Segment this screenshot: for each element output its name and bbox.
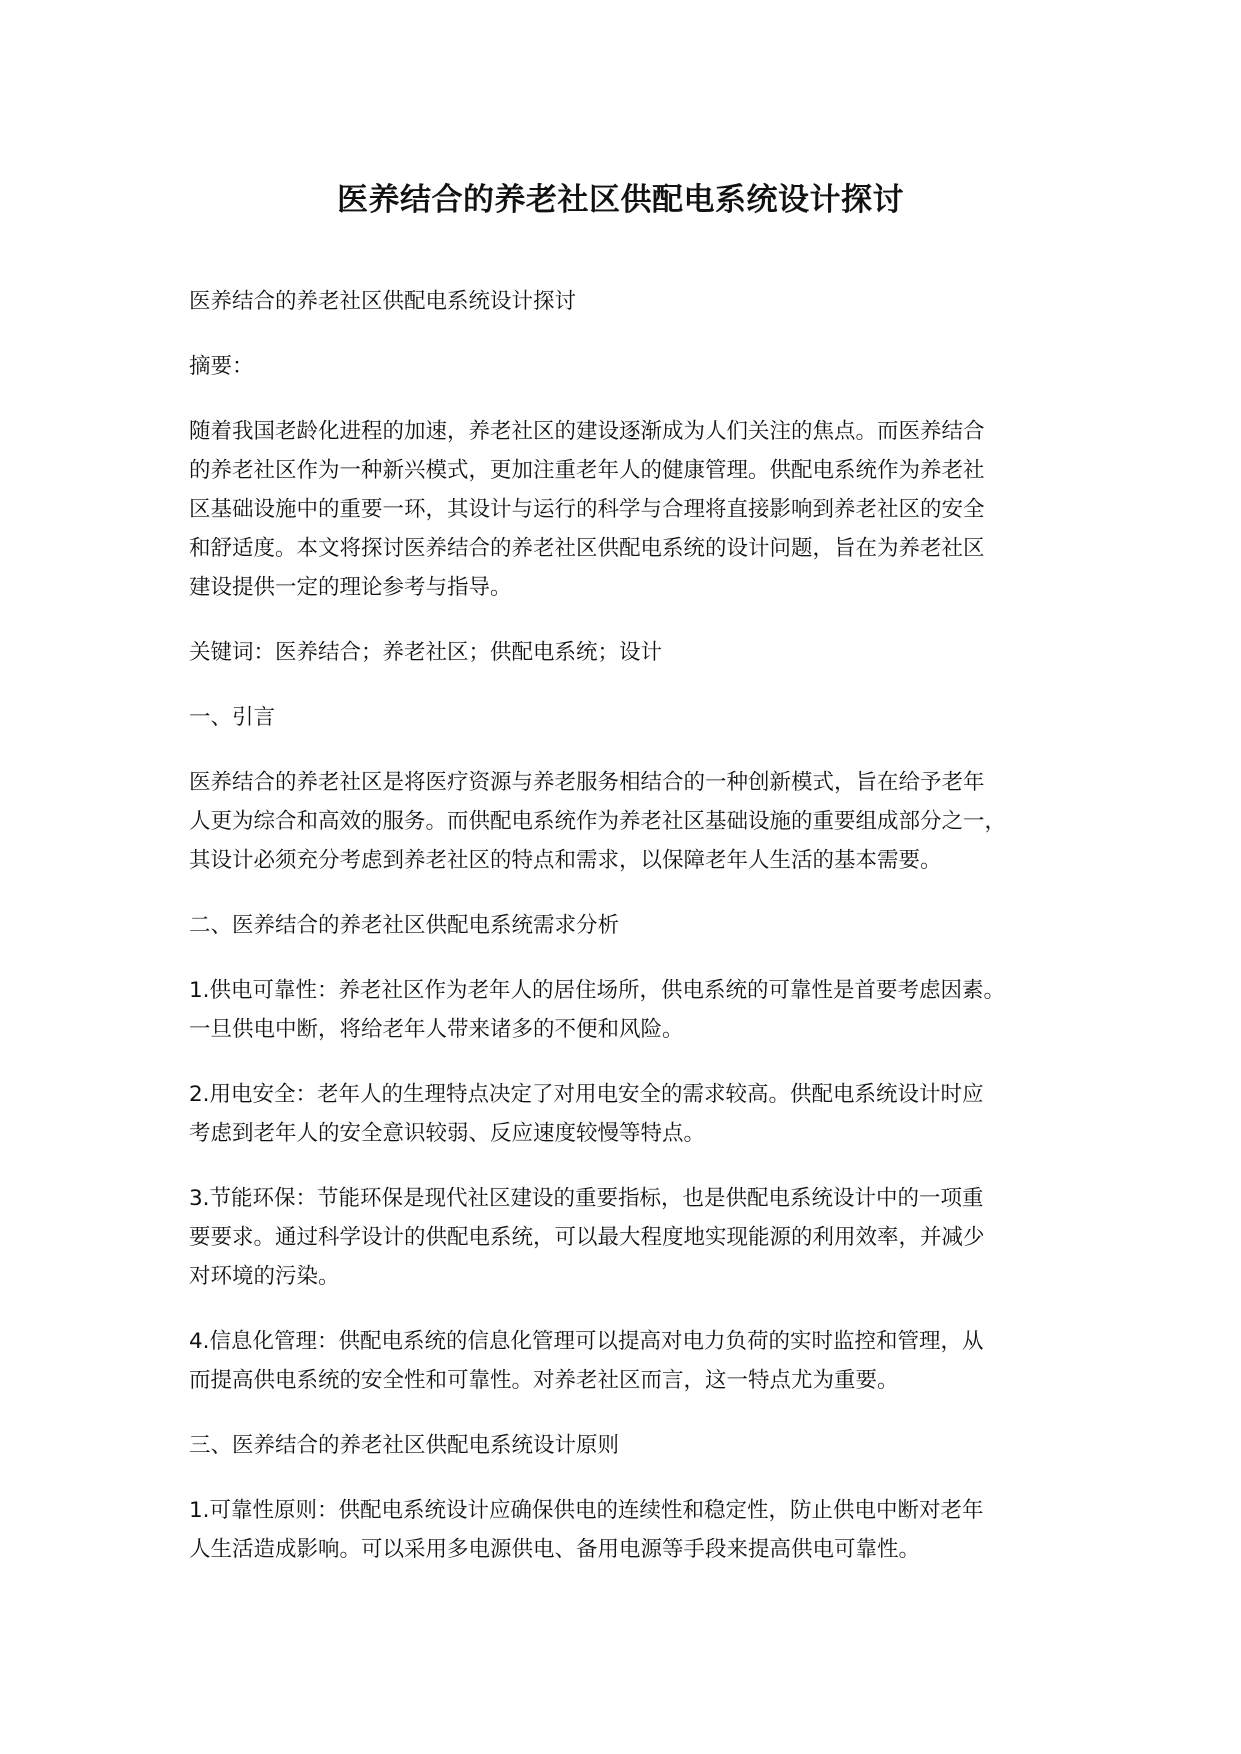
text-line: 人生活造成影响。可以采用多电源供电、备用电源等手段来提高供电可靠性。 (189, 1537, 921, 1562)
paragraph (189, 698, 1089, 737)
text-line: 而提高供电系统的安全性和可靠性。对养老社区而言，这一特点尤为重要。 (189, 1368, 899, 1393)
text-line: 2.用电安全：老年人的生理特点决定了对用电安全的需求较高。供配电系统设计时应 (189, 1082, 984, 1107)
document-title: 医养结合的养老社区供配电系统设计探讨 (337, 182, 904, 218)
text-line: 其设计必须充分考虑到养老社区的特点和需求，以保障老年人生活的基本需要。 (189, 848, 942, 873)
document-body (189, 282, 1089, 1595)
paragraph (189, 1491, 1089, 1569)
text-line: 考虑到老年人的安全意识较弱、反应速度较慢等特点。 (189, 1121, 706, 1146)
text-line: 要要求。通过科学设计的供配电系统，可以最大程度地实现能源的利用效率，并减少 (189, 1225, 985, 1250)
text-line: 4.信息化管理：供配电系统的信息化管理可以提高对电力负荷的实时监控和管理，从 (189, 1329, 984, 1354)
paragraph (189, 1075, 1089, 1153)
paragraph (189, 906, 1089, 945)
text-line: 医养结合的养老社区供配电系统设计探讨 (189, 289, 577, 314)
text-line: 区基础设施中的重要一环，其设计与运行的科学与合理将直接影响到养老社区的安全 (189, 497, 985, 522)
text-line: 二、医养结合的养老社区供配电系统需求分析 (189, 913, 620, 938)
text-line: 一、引言 (189, 705, 276, 730)
paragraph (189, 633, 1089, 672)
text-line: 一旦供电中断，将给老年人带来诸多的不便和风险。 (189, 1017, 684, 1042)
text-line: 建设提供一定的理论参考与指导。 (189, 575, 512, 600)
paragraph (189, 763, 1089, 880)
paragraph (189, 1426, 1089, 1465)
text-line: 人更为综合和高效的服务。而供配电系统作为养老社区基础设施的重要组成部分之一， (189, 809, 1007, 834)
text-line: 3.节能环保：节能环保是现代社区建设的重要指标，也是供配电系统设计中的一项重 (189, 1186, 984, 1211)
text-line: 随着我国老龄化进程的加速，养老社区的建设逐渐成为人们关注的焦点。而医养结合 (189, 419, 985, 444)
paragraph (189, 412, 1089, 607)
text-line: 三、医养结合的养老社区供配电系统设计原则 (189, 1433, 620, 1458)
text-line: 摘要： (189, 354, 254, 379)
text-line: 对环境的污染。 (189, 1264, 340, 1289)
text-line: 和舒适度。本文将探讨医养结合的养老社区供配电系统的设计问题，旨在为养老社区 (189, 536, 985, 561)
paragraph (189, 1322, 1089, 1400)
paragraph (189, 971, 1089, 1049)
text-line: 医养结合的养老社区是将医疗资源与养老服务相结合的一种创新模式，旨在给予老年 (189, 770, 985, 795)
paragraph (189, 347, 1089, 386)
text-line: 关键词：医养结合；养老社区；供配电系统；设计 (189, 640, 663, 665)
paragraph (189, 1179, 1089, 1296)
text-line: 1.供电可靠性：养老社区作为老年人的居住场所，供电系统的可靠性是首要考虑因素。 (189, 978, 1006, 1003)
text-line: 1.可靠性原则：供配电系统设计应确保供电的连续性和稳定性，防止供电中断对老年 (189, 1498, 984, 1523)
text-line: 的养老社区作为一种新兴模式，更加注重老年人的健康管理。供配电系统作为养老社 (189, 458, 985, 483)
paragraph (189, 282, 1089, 321)
